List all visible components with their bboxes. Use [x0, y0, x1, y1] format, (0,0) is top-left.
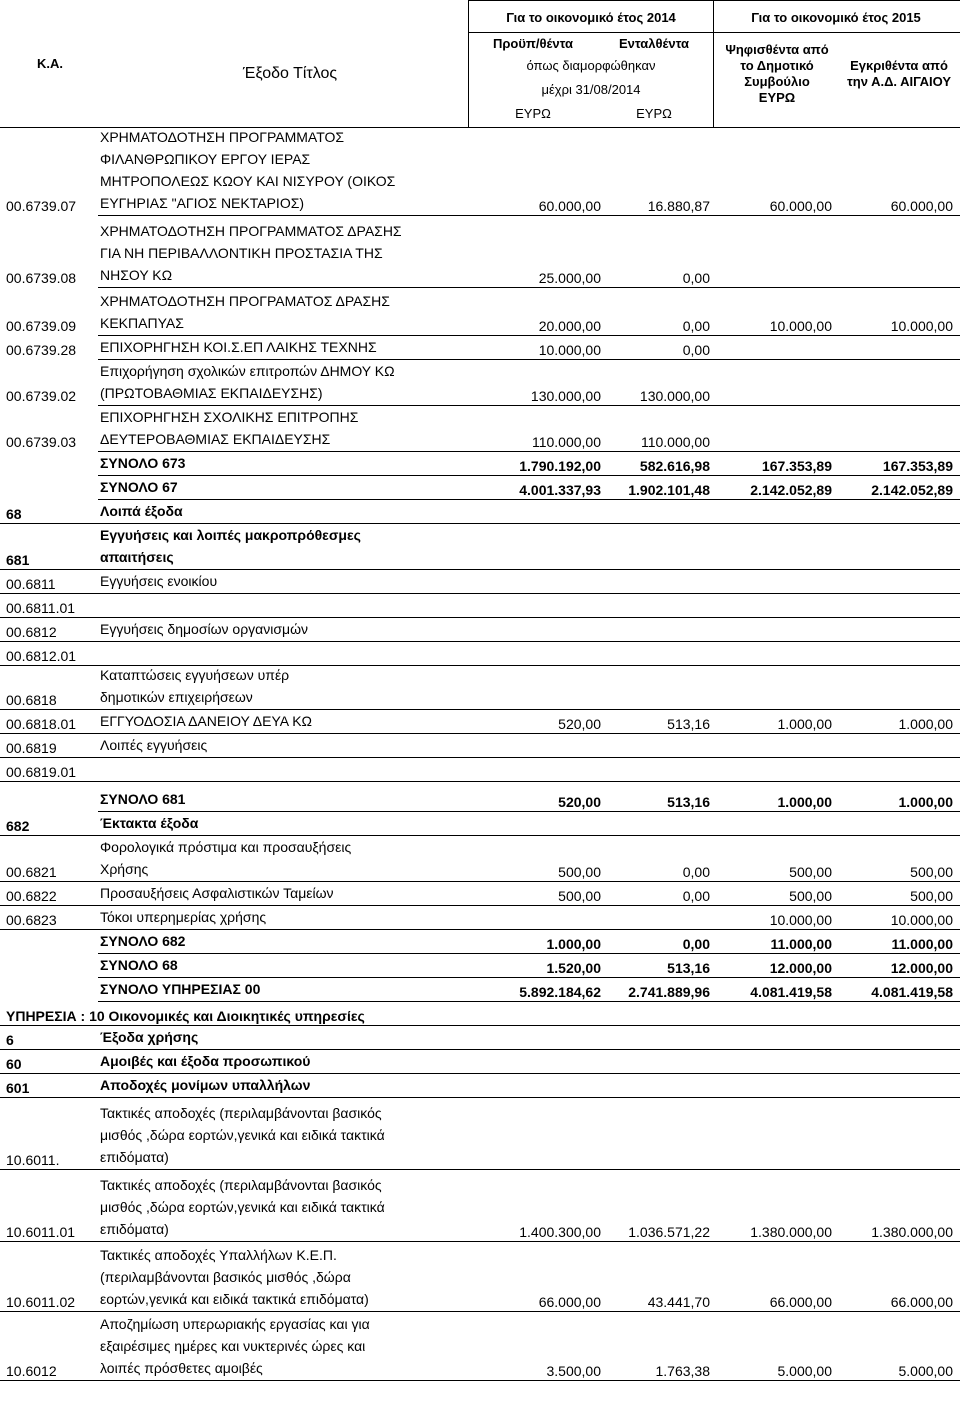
row-value-v1: 1.790.192,00 [519, 458, 601, 474]
row-title [100, 1244, 460, 1310]
table-row [0, 734, 960, 758]
row-title-line: ΕΓΓΥΟΔΟΣΙΑ ΔΑΝΕΙΟΥ ΔΕΥΑ ΚΩ [100, 713, 312, 729]
table-row [0, 216, 960, 288]
row-value-v3: 10.000,00 [769, 318, 832, 334]
row-value-v1: 3.500,00 [546, 1363, 601, 1379]
row-value-v2: 2.741.889,96 [628, 984, 710, 1000]
row-title [100, 734, 460, 756]
row-title-line: (ΠΡΩΤΟΒΑΘΜΙΑΣ ΕΚΠΑΙΔΕΥΣΗΣ) [100, 385, 323, 401]
row-value-v4: 2.142.052,89 [871, 482, 953, 498]
header-year-2015: Για το οικονομικό έτος 2015 [751, 10, 921, 25]
row-title-line: Αμοιβές και έξοδα προσωπικού [100, 1053, 311, 1069]
table-row [0, 758, 960, 782]
row-title [100, 978, 460, 1000]
row-value-v3: 1.000,00 [777, 794, 832, 810]
row-title [100, 126, 460, 214]
header-voted-line2: το Δημοτικό [740, 58, 814, 73]
row-code: 60 [6, 1056, 22, 1072]
row-title-line: Εγγυήσεις ενοικίου [100, 573, 218, 589]
row-code: 00.6818.01 [6, 716, 77, 732]
row-value-v2: 513,16 [667, 960, 710, 976]
row-title [100, 1313, 460, 1379]
row-value-v3: 60.000,00 [769, 198, 832, 214]
row-title-line: ΔΕΥΤΕΡΟΒΑΘΜΙΑΣ ΕΚΠΑΙΔΕΥΣΗΣ [100, 431, 331, 447]
row-title-line: ΣΥΝΟΛΟ 68 [100, 957, 178, 973]
table-row [0, 288, 960, 336]
table-row [0, 882, 960, 906]
table-row [0, 476, 960, 500]
header-euro-voted: ΕΥΡΩ [758, 90, 796, 105]
row-value-v2: 0,00 [682, 342, 710, 358]
row-value-v4: 1.380.000,00 [871, 1224, 953, 1240]
row-value-v4: 500,00 [910, 864, 953, 880]
row-title-line: ΕΠΙΧΟΡΗΓΗΣΗ ΚΟΙ.Σ.ΕΠ ΛΑΙΚΗΣ ΤΕΧΝΗΣ [100, 339, 377, 355]
row-title-line: εξαιρέσιμες ημέρες και νυκτερινές ώρες και [100, 1338, 366, 1354]
row-code: 6 [6, 1032, 14, 1048]
row-value-v1: 66.000,00 [538, 1294, 601, 1310]
row-title-line: ΣΥΝΟΛΟ 67 [100, 479, 178, 495]
table-row [0, 978, 960, 1002]
row-title-line: Τακτικές αποδοχές (περιλαμβάνονται βασικός [100, 1105, 382, 1121]
row-value-v4: 12.000,00 [890, 960, 953, 976]
row-value-v1: 500,00 [558, 864, 601, 880]
row-code: 10.6011.02 [6, 1294, 76, 1310]
row-value-v1: 1.400.300,00 [519, 1224, 601, 1240]
row-value-v4: 5.000,00 [898, 1363, 953, 1379]
row-value-v2: 1.902.101,48 [628, 482, 710, 498]
row-code: 601 [6, 1080, 30, 1096]
row-value-v1: 10.000,00 [538, 342, 601, 358]
row-title [100, 594, 460, 616]
row-code: 00.6823 [6, 912, 57, 928]
row-title-line: ΕΠΙΧΟΡΗΓΗΣΗ ΣΧΟΛΙΚΗΣ ΕΠΙΤΡΟΠΗΣ [100, 409, 359, 425]
row-title [100, 336, 460, 358]
table-row [0, 452, 960, 476]
row-code: 00.6812 [6, 624, 57, 640]
row-code: ΥΠΗΡΕΣΙΑ : 10 Οικονομικές και Διοικητικές υπηρεσίες [6, 1008, 365, 1024]
row-value-v1: 5.892.184,62 [519, 984, 601, 1000]
row-value-v2: 582.616,98 [639, 458, 710, 474]
row-value-v2: 1.763,38 [655, 1363, 710, 1379]
table-row [0, 1170, 960, 1242]
row-title-line: Εγγυήσεις δημοσίων οργανισμών [100, 621, 309, 637]
row-title [100, 930, 460, 952]
table-row [0, 1002, 960, 1026]
table-header [0, 0, 960, 128]
header-ka: Κ.Α. [37, 56, 63, 71]
row-code: 00.6819.01 [6, 764, 77, 780]
row-value-v2: 110.000,00 [640, 434, 710, 450]
row-title-line [100, 758, 460, 780]
row-title [100, 452, 460, 474]
row-code: 10.6012 [6, 1363, 57, 1379]
row-code: 00.6818 [6, 692, 57, 708]
row-title-line: Τακτικές αποδοχές (περιλαμβάνονται βασικός [100, 1177, 382, 1193]
table-row [0, 406, 960, 452]
table-row [0, 836, 960, 882]
row-title [100, 290, 460, 334]
table-row [0, 336, 960, 360]
row-code: 00.6739.03 [6, 434, 77, 450]
row-title [100, 812, 460, 834]
row-title-line: ΧΡΗΜΑΤΟΔΟΤΗΣΗ ΠΡΟΓΡΑΜΑΤΟΣ ΔΡΑΣΗΣ [100, 293, 390, 309]
row-title-line: επιδόματα) [100, 1149, 169, 1165]
header-euro-ordered: ΕΥΡΩ [636, 106, 672, 121]
row-value-v1: 520,00 [558, 716, 601, 732]
row-title [100, 360, 460, 404]
table-row [0, 360, 960, 406]
row-code: 00.6739.28 [6, 342, 77, 358]
row-value-v2: 16.880,87 [647, 198, 710, 214]
header-budget-line2: όπως διαμορφώθηκαν [526, 58, 656, 73]
header-ordered: Ενταλθέντα [618, 36, 690, 51]
row-value-v3: 1.000,00 [777, 716, 832, 732]
row-code: 00.6811 [6, 576, 56, 592]
row-code: 682 [6, 818, 30, 834]
row-title-line: ΣΥΝΟΛΟ 673 [100, 455, 186, 471]
row-value-v4: 10.000,00 [890, 912, 953, 928]
row-value-v2: 43.441,70 [647, 1294, 710, 1310]
table-row [0, 954, 960, 978]
row-value-v2: 0,00 [682, 864, 710, 880]
row-code: 00.6812.01 [6, 648, 77, 664]
table-row [0, 666, 960, 710]
row-title [100, 710, 460, 732]
row-title-line: Προσαυξήσεις Ασφαλιστικών Ταμείων [100, 885, 334, 901]
row-rule [0, 1380, 960, 1381]
row-title-line: Λοιπές εγγυήσεις [100, 737, 208, 753]
row-title-line: Τόκοι υπερημερίας χρήσης [100, 909, 267, 925]
row-title [100, 1050, 460, 1072]
row-code: 00.6739.02 [6, 388, 77, 404]
row-title [100, 1102, 460, 1168]
row-title-line: απαιτήσεις [100, 549, 174, 565]
row-title-line: Αποζημίωση υπερωριακής εργασίας και για [100, 1316, 370, 1332]
row-value-v1: 500,00 [558, 888, 601, 904]
row-title-line: Επιχορήγηση σχολικών επιτροπών ΔΗΜΟΥ ΚΩ [100, 363, 395, 379]
header-euro-budget: ΕΥΡΩ [515, 106, 551, 121]
table-row [0, 594, 960, 618]
row-title-line: ΚΕΚΠΑΠΥΑΣ [100, 315, 184, 331]
row-title-line: ΝΗΣΟΥ ΚΩ [100, 267, 173, 283]
row-value-v4: 1.000,00 [898, 716, 953, 732]
header-budget-line3: μέχρι 31/08/2014 [541, 82, 641, 97]
row-title [100, 642, 460, 664]
row-value-v3: 167.353,89 [761, 458, 832, 474]
row-value-v1: 110.000,00 [531, 434, 601, 450]
row-title-line: μισθός ,δώρα εορτών,γενικά και ειδικά τακτικά [100, 1199, 385, 1215]
row-code: 681 [6, 552, 30, 568]
row-value-v3: 500,00 [789, 888, 832, 904]
table-row [0, 642, 960, 666]
row-title [100, 570, 460, 592]
row-title [100, 1002, 460, 1024]
row-value-v4: 167.353,89 [882, 458, 953, 474]
row-code: 00.6739.07 [6, 198, 77, 214]
row-value-v4: 1.000,00 [898, 794, 953, 810]
row-value-v3: 11.000,00 [770, 936, 832, 952]
row-title-line: (περιλαμβάνονται βασικός μισθός ,δώρα [100, 1269, 351, 1285]
row-value-v1: 60.000,00 [538, 198, 601, 214]
row-title-line: Έξοδα χρήσης [100, 1029, 199, 1045]
header-voted-line1: Ψηφισθέντα από [725, 42, 829, 57]
row-title-line: ΧΡΗΜΑΤΟΔΟΤΗΣΗ ΠΡΟΓΡΑΜΜΑΤΟΣ [100, 129, 345, 145]
row-value-v3: 12.000,00 [769, 960, 832, 976]
row-value-v1: 520,00 [558, 794, 601, 810]
row-code: 00.6739.08 [6, 270, 77, 286]
row-value-v4: 500,00 [910, 888, 953, 904]
row-value-v3: 66.000,00 [769, 1294, 832, 1310]
row-value-v4: 60.000,00 [890, 198, 953, 214]
header-approved-line1: Εγκριθέντα από [850, 58, 948, 73]
row-title-line [100, 642, 460, 664]
row-title-line: ΓΙΑ ΝΗ ΠΕΡΙΒΑΛΛΟΝΤΙΚΗ ΠΡΟΣΤΑΣΙΑ ΤΗΣ [100, 245, 383, 261]
header-approved-line2: την Α.Δ. ΑΙΓΑΙΟΥ [846, 74, 951, 89]
header-title: Έξοδο Τίτλος [242, 65, 338, 82]
row-title [100, 664, 460, 708]
row-title-line: μισθός ,δώρα εορτών,γενικά και ειδικά τακτικά [100, 1127, 385, 1143]
row-title-line: δημοτικών επιχειρήσεων [100, 689, 253, 705]
row-title-line: ΕΥΓΗΡΙΑΣ "ΑΓΙΟΣ ΝΕΚΤΑΡΙΟΣ) [100, 195, 305, 211]
row-title [100, 836, 460, 880]
budget-table [0, 128, 960, 1381]
row-title [100, 954, 460, 976]
row-value-v3: 5.000,00 [777, 1363, 832, 1379]
row-value-v3: 500,00 [789, 864, 832, 880]
table-row [0, 782, 960, 812]
row-value-v4: 4.081.419,58 [871, 984, 953, 1000]
row-title-line [100, 1002, 460, 1024]
table-row [0, 524, 960, 570]
row-value-v1: 25.000,00 [538, 270, 601, 286]
row-title-line: εορτών,γενικά και ειδικά τακτικά επιδόματα) [100, 1291, 369, 1307]
row-title-line: επιδόματα) [100, 1221, 169, 1237]
row-value-v2: 130.000,00 [639, 388, 710, 404]
row-title-line: ΦΙΛΑΝΘΡΩΠΙΚΟΥ ΕΡΓΟΥ ΙΕΡΑΣ [100, 151, 311, 167]
row-title [100, 788, 460, 810]
row-value-v2: 1.036.571,22 [628, 1224, 710, 1240]
table-row [0, 128, 960, 216]
table-row [0, 930, 960, 954]
table-row [0, 618, 960, 642]
row-title [100, 1074, 460, 1096]
row-title [100, 882, 460, 904]
row-value-v2: 0,00 [682, 936, 710, 952]
header-year-2014: Για το οικονομικό έτος 2014 [506, 10, 676, 25]
row-title-line: ΜΗΤΡΟΠΟΛΕΩΣ ΚΩΟΥ ΚΑΙ ΝΙΣΥΡΟΥ (ΟΙΚΟΣ [100, 173, 396, 189]
row-value-v2: 513,16 [667, 716, 710, 732]
row-value-v3: 10.000,00 [769, 912, 832, 928]
table-row [0, 1098, 960, 1170]
row-title [100, 618, 460, 640]
row-title-line: Καταπτώσεις εγγυήσεων υπέρ [100, 667, 290, 683]
table-row [0, 906, 960, 930]
row-value-v2: 513,16 [667, 794, 710, 810]
row-title-line: Χρήσης [100, 861, 149, 877]
row-title [100, 500, 460, 522]
row-code: 00.6822 [6, 888, 57, 904]
table-row [0, 1242, 960, 1312]
row-value-v1: 1.520,00 [546, 960, 601, 976]
row-title-line: Λοιπά έξοδα [100, 503, 183, 519]
row-code: 00.6821 [6, 864, 57, 880]
row-value-v3: 2.142.052,89 [750, 482, 832, 498]
table-row [0, 710, 960, 734]
row-title-line: ΣΥΝΟΛΟ ΥΠΗΡΕΣΙΑΣ 00 [100, 981, 261, 997]
row-title-line: Αποδοχές μονίμων υπαλλήλων [100, 1077, 311, 1093]
table-row [0, 1026, 960, 1050]
row-title-line: λοιπές πρόσθετες αμοιβές [100, 1360, 263, 1376]
row-code: 00.6819 [6, 740, 57, 756]
table-row [0, 1050, 960, 1074]
row-title [100, 1174, 460, 1240]
row-title [100, 524, 460, 568]
row-title [100, 1026, 460, 1048]
row-value-v2: 0,00 [682, 318, 710, 334]
row-value-v2: 0,00 [682, 888, 710, 904]
row-value-v1: 4.001.337,93 [519, 482, 601, 498]
row-title-line: Φορολογικά πρόστιμα και προσαυξήσεις [100, 839, 352, 855]
row-code: 00.6811.01 [6, 600, 76, 616]
row-title-line: ΧΡΗΜΑΤΟΔΟΤΗΣΗ ΠΡΟΓΡΑΜΜΑΤΟΣ ΔΡΑΣΗΣ [100, 223, 402, 239]
row-title [100, 220, 460, 286]
row-title-line: ΣΥΝΟΛΟ 681 [100, 791, 186, 807]
row-value-v2: 0,00 [682, 270, 710, 286]
row-title-line: Έκτακτα έξοδα [100, 815, 199, 831]
row-value-v4: 11.000,00 [891, 936, 953, 952]
row-code: 10.6011.01 [6, 1224, 76, 1240]
row-value-v4: 66.000,00 [890, 1294, 953, 1310]
table-row [0, 1312, 960, 1381]
row-title [100, 758, 460, 780]
table-row [0, 500, 960, 524]
header-voted-line3: Συμβούλιο [744, 74, 810, 89]
row-title-line: Εγγυήσεις και λοιπές μακροπρόθεσμες [100, 527, 361, 543]
row-value-v3: 4.081.419,58 [750, 984, 832, 1000]
table-row [0, 570, 960, 594]
table-row [0, 812, 960, 836]
row-value-v3: 1.380.000,00 [750, 1224, 832, 1240]
row-title-line: ΣΥΝΟΛΟ 682 [100, 933, 186, 949]
row-title [100, 476, 460, 498]
row-title [100, 406, 460, 450]
row-code: 00.6739.09 [6, 318, 77, 334]
row-code: 10.6011. [6, 1152, 60, 1168]
header-budget-line1: Προϋπ/θέντα [492, 36, 574, 51]
row-code: 68 [6, 506, 22, 522]
row-title-line [100, 594, 460, 616]
row-title-line: Τακτικές αποδοχές Υπαλλήλων Κ.Ε.Π. [100, 1247, 337, 1263]
row-value-v1: 130.000,00 [530, 388, 601, 404]
row-value-v1: 20.000,00 [538, 318, 601, 334]
row-value-v4: 10.000,00 [890, 318, 953, 334]
row-title [100, 906, 460, 928]
row-value-v1: 1.000,00 [546, 936, 601, 952]
table-row [0, 1074, 960, 1098]
